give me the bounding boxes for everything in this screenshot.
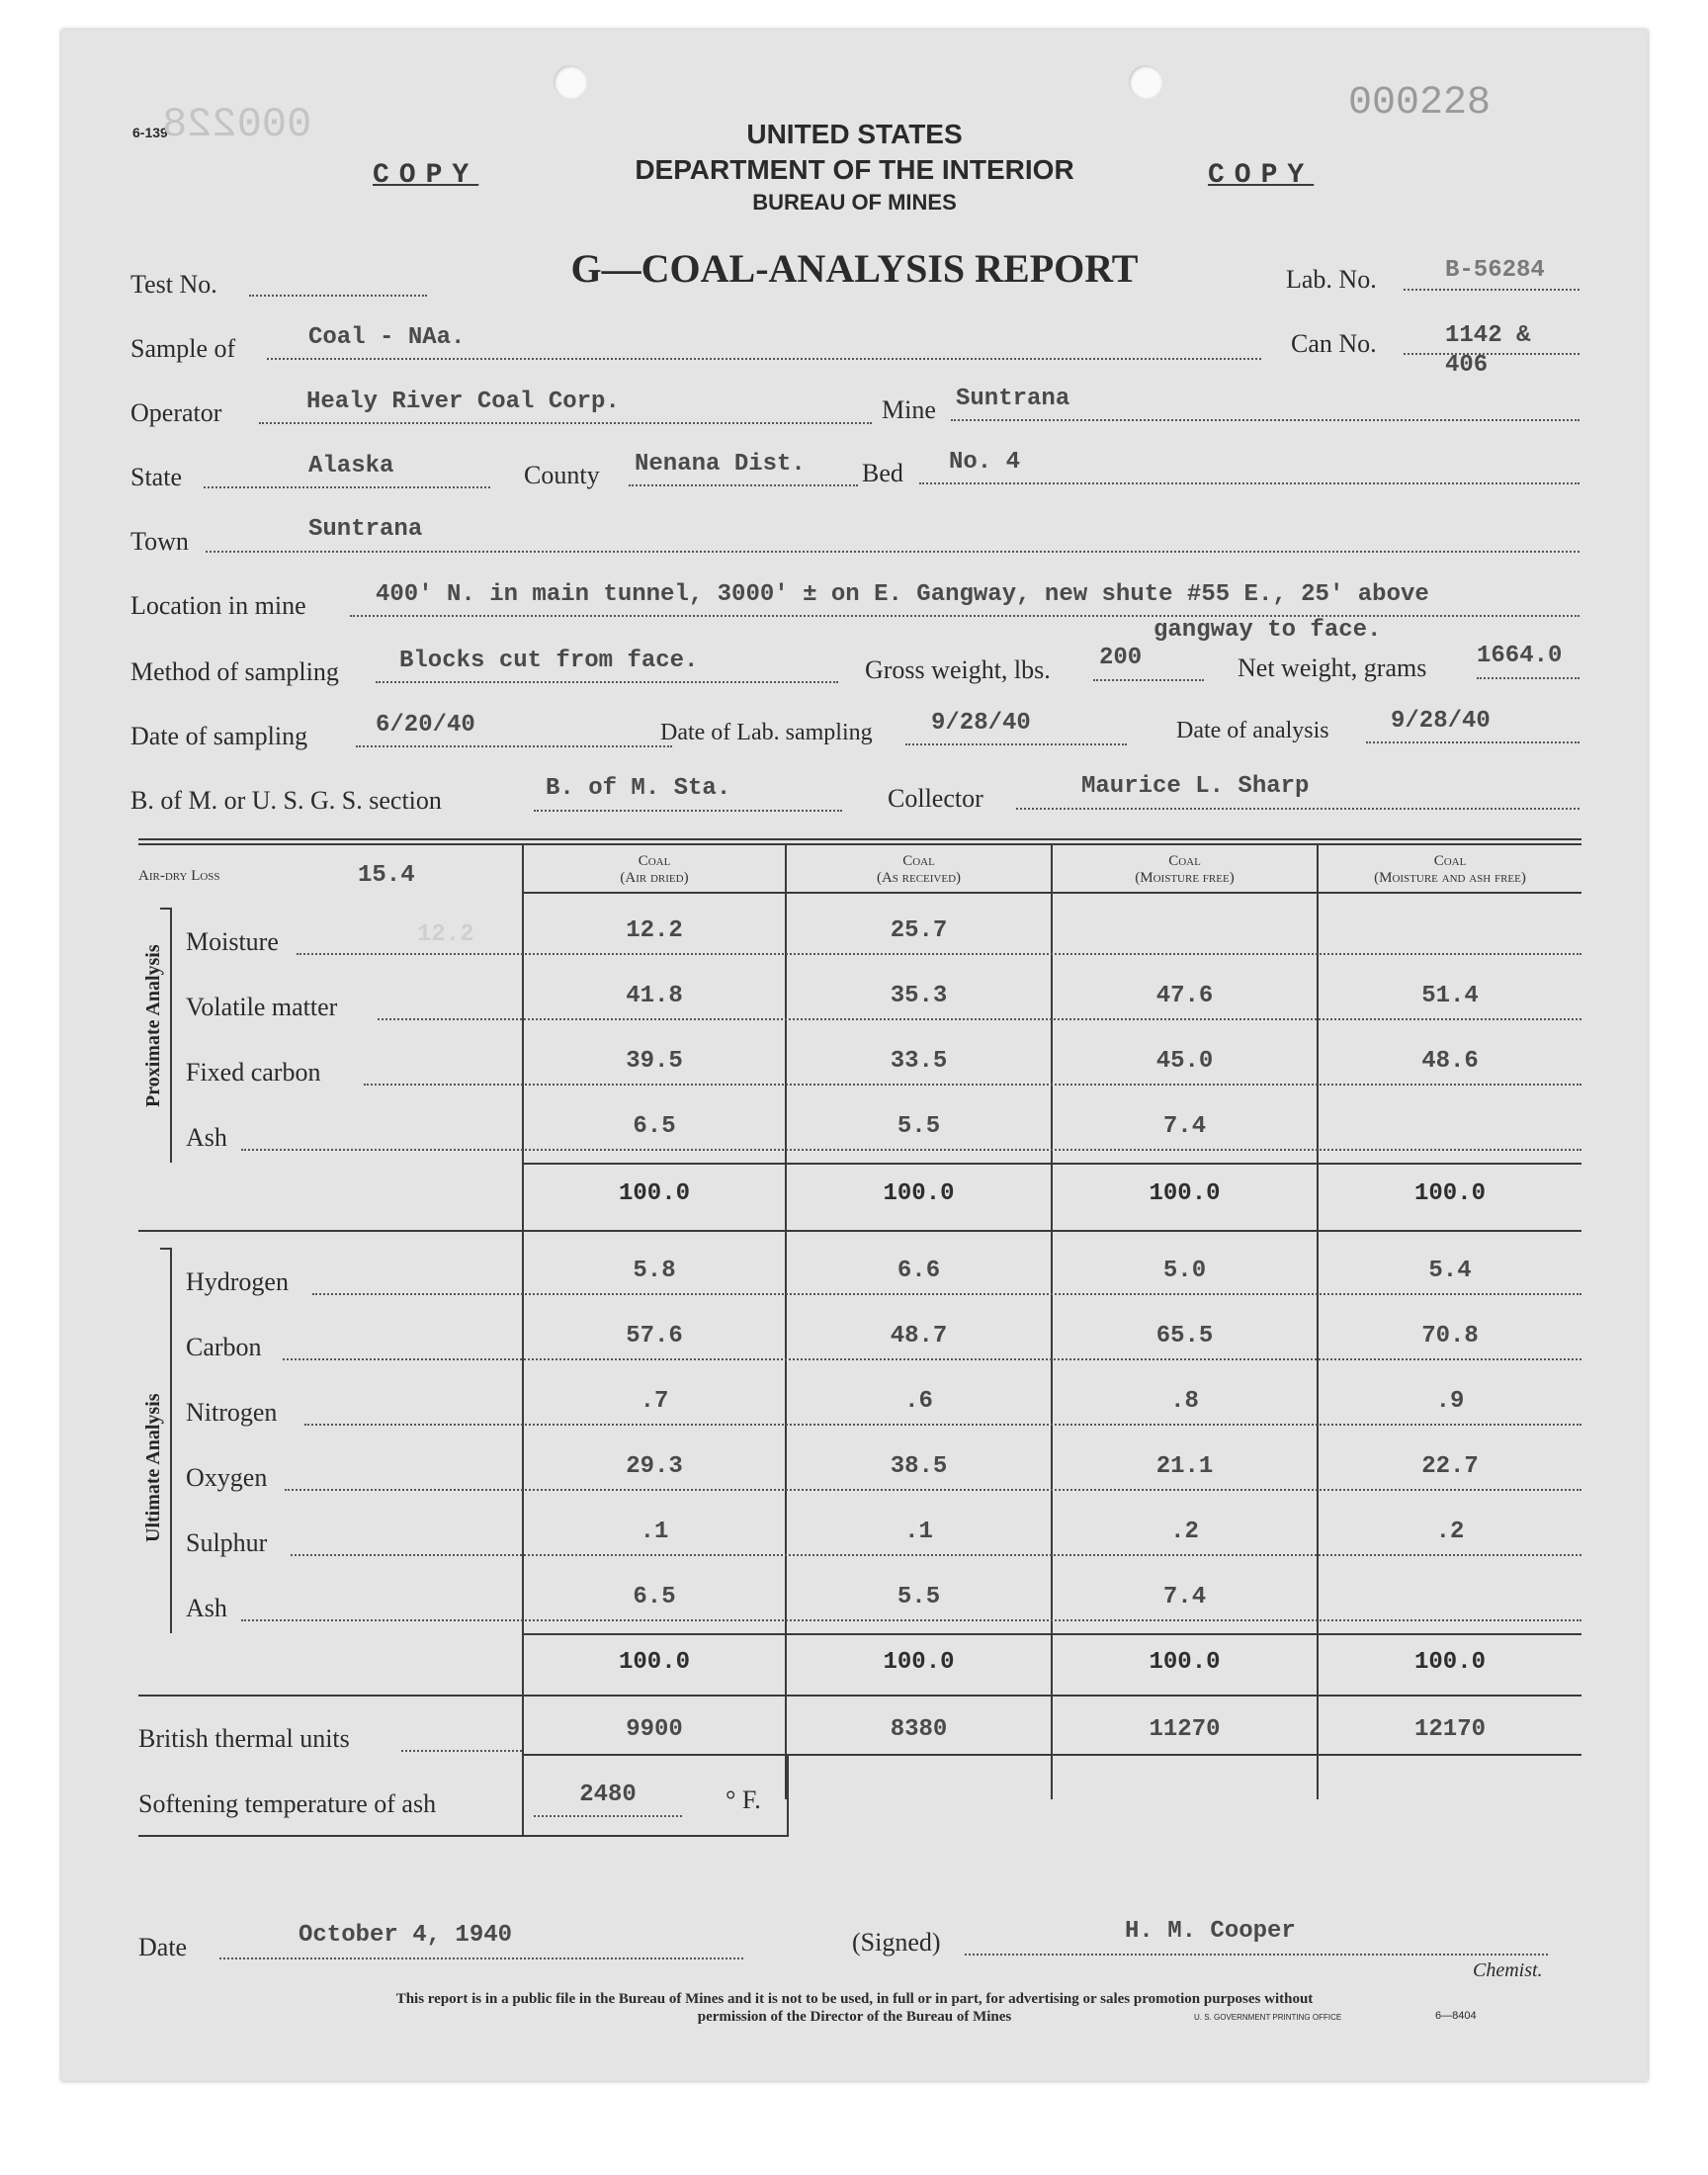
sample-label: Sample of (130, 334, 236, 363)
cell-value: 5.5 (897, 1113, 941, 1140)
cell-value: 41.8 (626, 983, 683, 1009)
cell-value: 38.5 (890, 1453, 948, 1480)
section-value: B. of M. Sta. (546, 775, 731, 802)
agency-united-states: UNITED STATES (746, 119, 963, 149)
collector-line (1016, 808, 1580, 810)
proximate-total: 100.0 (618, 1180, 690, 1207)
bed-line (919, 482, 1580, 484)
copy-stamp-right: COPY (1208, 160, 1315, 191)
county-line (629, 484, 858, 486)
cell-value: 45.0 (1155, 1048, 1214, 1075)
date-sampling-label: Date of sampling (130, 722, 308, 750)
cell-value: 47.6 (1155, 983, 1214, 1009)
mine-value: Suntrana (956, 386, 1070, 412)
cell-value: 6.5 (633, 1584, 676, 1610)
ult-label-sulphur: Sulphur (186, 1528, 268, 1557)
operator-label: Operator (130, 398, 222, 427)
ultimate-total: 100.0 (883, 1649, 955, 1676)
cell-value: .1 (904, 1519, 933, 1545)
cell-value: 33.5 (890, 1048, 948, 1075)
operator-value: Healy River Coal Corp. (306, 389, 620, 415)
agency-bureau: BUREAU OF MINES (752, 190, 957, 215)
date-sampling-value: 6/20/40 (376, 712, 475, 739)
location-value-2: gangway to face. (1153, 617, 1382, 644)
sample-value: Coal - NAa. (308, 324, 466, 351)
air-dry-loss-label: Air-dry Loss (138, 868, 220, 884)
bed-value: No. 4 (949, 449, 1021, 476)
county-value: Nenana Dist. (635, 451, 806, 478)
stamp-number-mirrored: 000228 (162, 101, 312, 148)
ult-label-hydrogen: Hydrogen (186, 1267, 289, 1296)
county-label: County (524, 461, 600, 489)
btu-value: 12170 (1413, 1716, 1486, 1743)
softening-value: 2480 (579, 1782, 637, 1808)
softening-label: Softening temperature of ash (138, 1789, 437, 1818)
state-line (204, 486, 490, 488)
punch-hole (1129, 65, 1162, 99)
air-dry-loss-value: 15.4 (358, 862, 415, 889)
cell-value: 7.4 (1162, 1584, 1207, 1610)
printer-credit: U. S. GOVERNMENT PRINTING OFFICE (1194, 2013, 1342, 2022)
cell-value: 6.5 (633, 1113, 676, 1140)
date-lab-sampling-value: 9/28/40 (931, 710, 1031, 737)
ultimate-analysis-label: Ultimate Analysis (142, 1393, 164, 1542)
date-lab-sampling-label: Date of Lab. sampling (660, 720, 873, 745)
section-label: B. of M. or U. S. G. S. section (130, 786, 442, 815)
btu-label: British thermal units (138, 1724, 350, 1753)
state-label: State (130, 463, 182, 491)
net-weight-label: Net weight, grams (1238, 653, 1427, 682)
ultimate-total: 100.0 (1413, 1649, 1486, 1676)
ultimate-total: 100.0 (618, 1649, 690, 1676)
town-line (206, 551, 1580, 553)
report-page (61, 30, 1648, 2081)
signed-value: H. M. Cooper (1125, 1918, 1296, 1945)
location-line (350, 615, 1580, 617)
date-analysis-value: 9/28/40 (1391, 708, 1491, 735)
gross-weight-label: Gross weight, lbs. (865, 655, 1051, 684)
location-label: Location in mine (130, 591, 306, 620)
cell-value: 51.4 (1421, 983, 1479, 1009)
notice-line-2: permission of the Director of the Bureau of Mines (697, 2009, 1012, 2025)
signed-label: (Signed) (852, 1928, 941, 1957)
date-analysis-label: Date of analysis (1176, 718, 1329, 743)
can-no-value-2: 406 (1445, 352, 1489, 379)
cell-value: .2 (1170, 1519, 1199, 1545)
copy-stamp-left: COPY (373, 160, 479, 191)
btu-value: 11270 (1149, 1716, 1221, 1743)
col-header-moisture-free: Coal (Moisture free) (1135, 853, 1235, 886)
proximate-total: 100.0 (1149, 1180, 1221, 1207)
cell-value: 57.6 (626, 1323, 683, 1349)
location-value-1: 400' N. in main tunnel, 3000' ± on E. Gangway, new shute #55 E., 25' above (376, 581, 1429, 608)
signed-line (965, 1954, 1548, 1956)
proximate-analysis-label: Proximate Analysis (142, 944, 164, 1107)
test-no-line (249, 295, 427, 297)
lab-no-value: B-56284 (1445, 257, 1545, 284)
printer-number: 6—8404 (1435, 2010, 1477, 2022)
cell-value: 7.4 (1162, 1113, 1207, 1140)
can-no-value-1: 1142 & (1445, 322, 1531, 349)
softening-unit: ° F. (726, 1785, 761, 1814)
btu-value: 8380 (890, 1716, 948, 1743)
sample-line (267, 358, 1261, 360)
cell-value: 65.5 (1155, 1323, 1214, 1349)
cell-value: 29.3 (626, 1453, 683, 1480)
net-weight-value: 1664.0 (1477, 643, 1563, 669)
form-number: 6-139 (132, 125, 168, 140)
cell-value: .8 (1170, 1388, 1199, 1415)
date-sampling-line (356, 745, 672, 747)
signature-date-label: Date (138, 1933, 188, 1961)
chemist-label: Chemist. (1473, 1959, 1543, 1981)
cell-value: 39.5 (626, 1048, 683, 1075)
bed-label: Bed (862, 459, 903, 487)
btu-value: 9900 (626, 1716, 683, 1743)
collector-label: Collector (888, 784, 983, 813)
collector-value: Maurice L. Sharp (1081, 773, 1310, 800)
lab-no-label: Lab. No. (1286, 265, 1377, 294)
cell-value: .2 (1435, 1519, 1465, 1545)
cell-value: .9 (1435, 1388, 1465, 1415)
cell-value: 5.4 (1428, 1258, 1472, 1284)
mine-line (951, 419, 1580, 421)
punch-hole (554, 65, 587, 99)
prox-label-ash: Ash (186, 1123, 227, 1152)
ult-label-carbon: Carbon (186, 1333, 262, 1361)
method-line (376, 681, 838, 683)
signature-date-line (219, 1958, 743, 1959)
test-no-label: Test No. (130, 270, 217, 299)
lab-no-line (1404, 289, 1580, 291)
prox-label-volatile-matter: Volatile matter (186, 993, 338, 1021)
mine-label: Mine (882, 395, 936, 424)
notice-line-1: This report is in a public file in the Bureau of Mines and it is not to be used, in full or in part, for advertising or sales promotion purposes without (395, 1991, 1314, 2007)
prox-label-fixed-carbon: Fixed carbon (186, 1058, 321, 1087)
ult-label-ash: Ash (186, 1594, 227, 1622)
agency-department: DEPARTMENT OF THE INTERIOR (635, 154, 1074, 185)
proximate-total: 100.0 (883, 1180, 955, 1207)
cell-value: .6 (904, 1388, 933, 1415)
cell-value: 6.6 (897, 1258, 941, 1284)
cell-value: .1 (640, 1519, 669, 1545)
can-no-line (1404, 353, 1580, 355)
cell-value: 70.8 (1421, 1323, 1479, 1349)
report-title: G—COAL-ANALYSIS REPORT (570, 246, 1139, 291)
town-value: Suntrana (308, 516, 423, 543)
town-label: Town (130, 527, 189, 556)
cell-value: 12.2 (626, 917, 683, 944)
cell-value: .7 (640, 1388, 669, 1415)
ultimate-total: 100.0 (1149, 1649, 1221, 1676)
col-header-moisture-ash-free: Coal (Moisture and ash free) (1374, 853, 1526, 886)
cell-value: 5.0 (1162, 1258, 1207, 1284)
method-value: Blocks cut from face. (399, 648, 699, 674)
date-lab-sampling-line (905, 743, 1127, 745)
cell-value: 48.6 (1421, 1048, 1479, 1075)
ult-label-oxygen: Oxygen (186, 1463, 268, 1492)
gross-weight-line (1093, 679, 1204, 681)
signature-date-value: October 4, 1940 (299, 1922, 513, 1949)
cell-value: 22.7 (1421, 1453, 1479, 1480)
section-line (534, 810, 842, 812)
operator-line (259, 422, 872, 424)
gross-weight-value: 200 (1099, 645, 1143, 671)
col-header-air-dried: Coal (Air dried) (620, 853, 689, 886)
cell-value: 21.1 (1155, 1453, 1214, 1480)
cell-value: 25.7 (890, 917, 948, 944)
cell-value: 35.3 (890, 983, 948, 1009)
can-no-label: Can No. (1291, 329, 1377, 358)
method-label: Method of sampling (130, 657, 339, 686)
prox-label-moisture: Moisture (186, 927, 279, 956)
net-weight-line (1477, 677, 1580, 679)
moisture-faint-value: 12.2 (417, 921, 474, 948)
col-header-as-received: Coal (As received) (876, 853, 962, 886)
cell-value: 48.7 (890, 1323, 948, 1349)
cell-value: 5.8 (633, 1258, 676, 1284)
cell-value: 5.5 (897, 1584, 941, 1610)
state-value: Alaska (308, 453, 394, 479)
stamp-number: 000228 (1348, 81, 1492, 126)
proximate-total: 100.0 (1413, 1180, 1486, 1207)
date-analysis-line (1366, 741, 1580, 743)
ult-label-nitrogen: Nitrogen (186, 1398, 278, 1427)
